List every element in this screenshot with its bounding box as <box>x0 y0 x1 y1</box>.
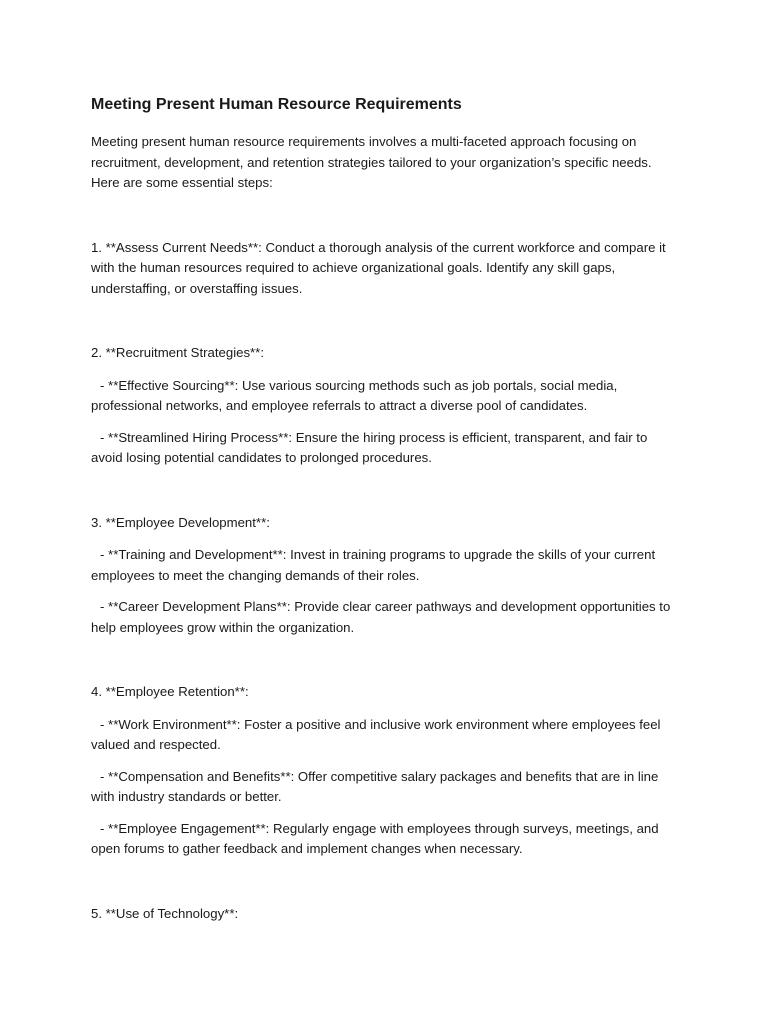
step-2-item-sourcing: - **Effective Sourcing**: Use various sourcing methods such as job portals, social media, professional networks, and employee referrals to attract a diverse pool of candidates. <box>91 377 618 413</box>
step-1-paragraph: 1. **Assess Current Needs**: Conduct a thorough analysis of the current workforce and compare it with the human resources required to achieve organizational goals. Identify any skill gaps, understaffing, or overstaffing issues. <box>91 239 666 296</box>
step-4-heading: 4. **Employee Retention**: <box>91 684 249 699</box>
step-2-item-hiring: - **Streamlined Hiring Process**: Ensure the hiring process is efficient, transparent, and fair to avoid losing potential candidates to prolonged procedures. <box>91 429 648 465</box>
step-4-item-environment: - **Work Environment**: Foster a positive and inclusive work environment where employees feel valued and respected. <box>91 716 661 752</box>
step-4-item-engagement: - **Employee Engagement**: Regularly engage with employees through surveys, meetings, and open forums to gather feedback and implement changes when necessary. <box>91 820 659 856</box>
step-3-heading: 3. **Employee Development**: <box>91 514 270 530</box>
step-4-item-compensation: - **Compensation and Benefits**: Offer competitive salary packages and benefits that are in line with industry standards or better. <box>91 768 659 804</box>
step-2-heading: 2. **Recruitment Strategies**: <box>91 345 264 360</box>
step-3-item-training: - **Training and Development**: Invest in training programs to upgrade the skills of your current employees to meet the changing demands of their roles. <box>91 547 656 583</box>
step-5-heading: 5. **Use of Technology**: <box>91 905 239 921</box>
document-title: Meeting Present Human Resource Requirements <box>91 96 462 113</box>
step-3-item-career: - **Career Development Plans**: Provide clear career pathways and development opportunities to help employees grow within the organization. <box>91 599 671 635</box>
intro-paragraph: Meeting present human resource requirements involves a multi-faceted approach focusing on recruitment, development, and retention strategies tailored to your organization’s specific needs. Here are some essential steps: <box>91 134 652 190</box>
